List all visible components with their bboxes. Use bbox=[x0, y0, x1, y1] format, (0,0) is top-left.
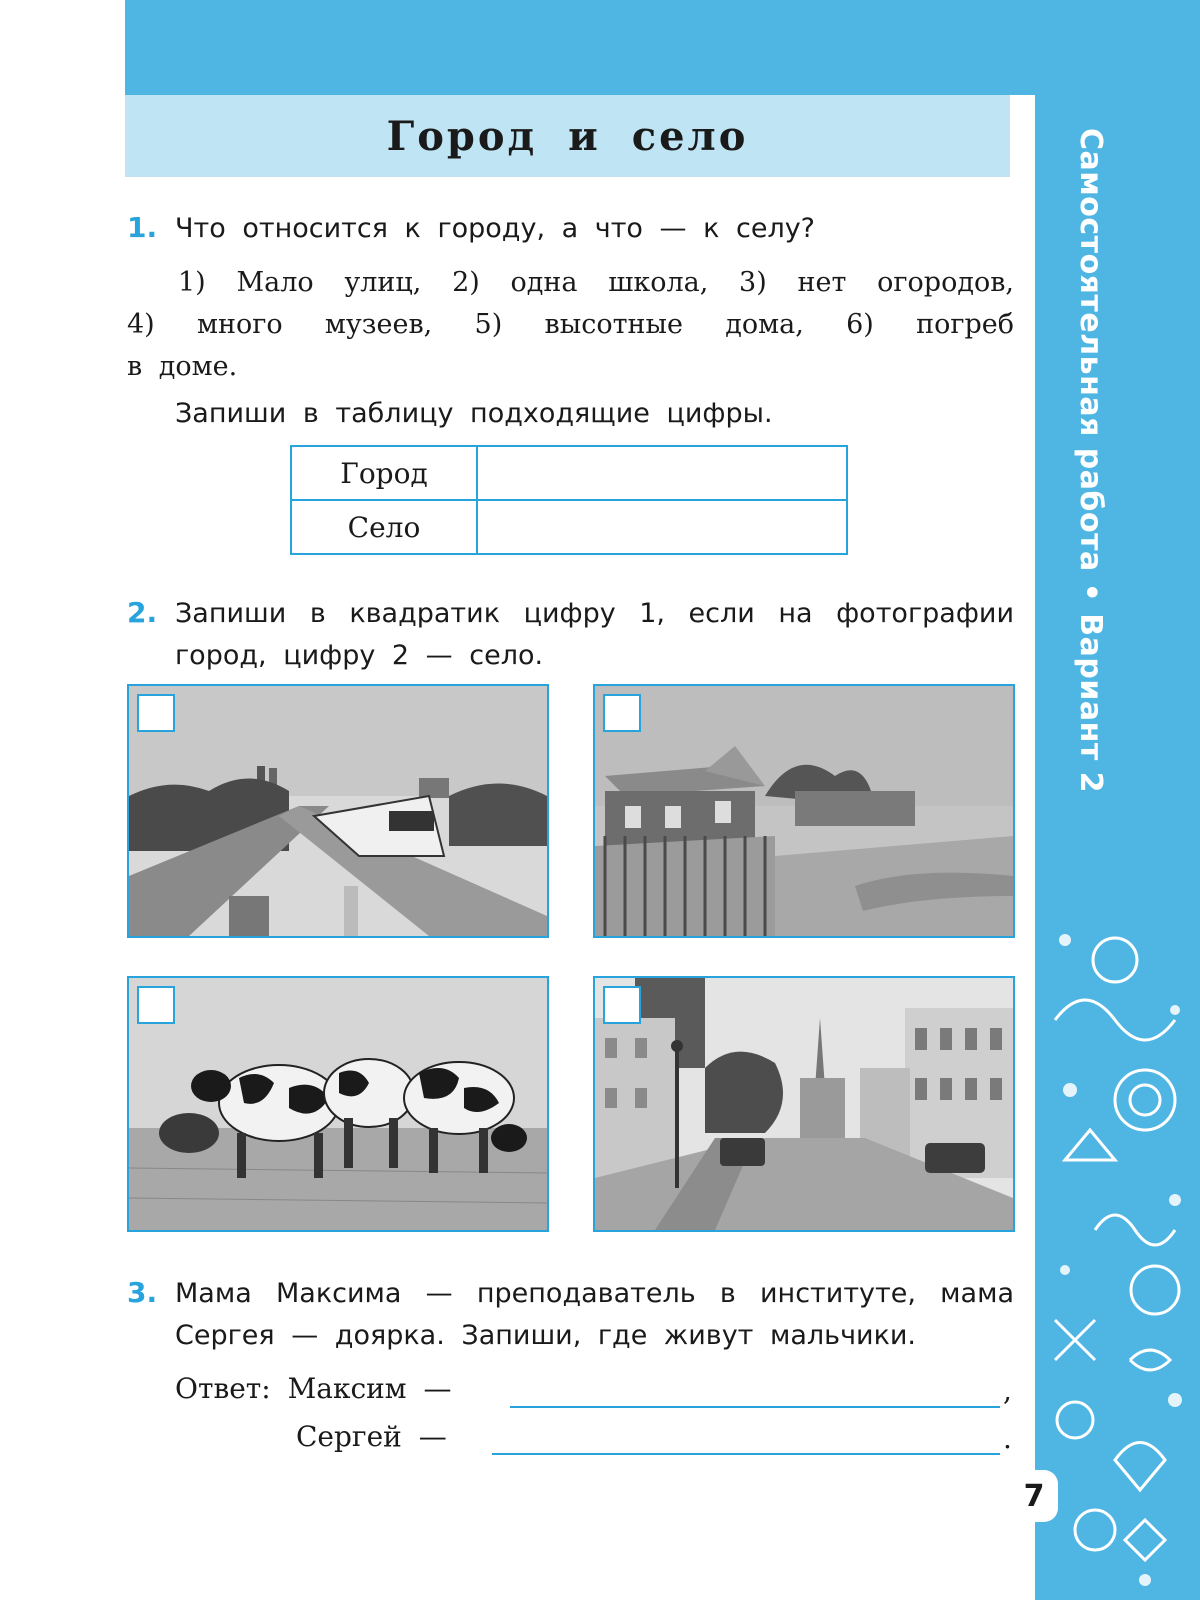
task2-text-line2: город, цифру 2 — село. bbox=[175, 640, 544, 671]
task1-options-line3: в доме. bbox=[127, 351, 238, 382]
answer-sergey-line[interactable] bbox=[492, 1453, 1000, 1455]
side-tab-label: Самостоятельная работа • Вариант 2 bbox=[1073, 128, 1108, 794]
task3-text-line2: Сергея — доярка. Запиши, где живут мальчики. bbox=[175, 1320, 917, 1351]
photo-village-house bbox=[593, 684, 1015, 938]
answer-table bbox=[290, 445, 848, 555]
answer-maxim-comma: , bbox=[1003, 1374, 1012, 1407]
page-title: Город и село bbox=[386, 112, 749, 160]
photo-cows-checkbox[interactable] bbox=[137, 986, 175, 1024]
task2-number: 2. bbox=[127, 596, 158, 629]
photo-monorail bbox=[127, 684, 549, 938]
side-tab bbox=[1048, 128, 1108, 918]
table-label-city: Город bbox=[291, 446, 477, 500]
photo-city-street bbox=[593, 976, 1015, 1232]
task1-number: 1. bbox=[127, 211, 158, 244]
decorative-doodles bbox=[1035, 900, 1200, 1600]
title-bar bbox=[125, 95, 1010, 177]
photo-cows bbox=[127, 976, 549, 1232]
task1-instruction: Запиши в таблицу подходящие цифры. bbox=[175, 398, 773, 429]
photo-village-house-checkbox[interactable] bbox=[603, 694, 641, 732]
answer-sergey-period: . bbox=[1003, 1422, 1012, 1455]
task1-options-line2: 4) много музеев, 5) высотные дома, 6) погреб bbox=[127, 309, 1014, 340]
photo-monorail-checkbox[interactable] bbox=[137, 694, 175, 732]
table-answer-city[interactable] bbox=[477, 446, 847, 500]
task1-options-line1: 1) Мало улиц, 2) одна школа, 3) нет огородов, bbox=[178, 267, 1014, 298]
top-color-band bbox=[125, 0, 1200, 95]
task1-question: Что относится к городу, а что — к селу? bbox=[175, 213, 816, 244]
photo-city-street-checkbox[interactable] bbox=[603, 986, 641, 1024]
task3-text-line1: Мама Максима — преподаватель в институте, мама bbox=[175, 1278, 1014, 1309]
table-label-village: Село bbox=[291, 500, 477, 554]
table-row bbox=[291, 446, 847, 500]
table-row bbox=[291, 500, 847, 554]
answer-maxim-line[interactable] bbox=[510, 1406, 1000, 1408]
task2-text-line1: Запиши в квадратик цифру 1, если на фотографии bbox=[175, 598, 1014, 629]
table-answer-village[interactable] bbox=[477, 500, 847, 554]
answer-sergey-label: Сергей — bbox=[296, 1420, 447, 1453]
answer-maxim-label: Ответ: Максим — bbox=[175, 1372, 452, 1405]
page-number: 7 bbox=[1010, 1470, 1058, 1522]
task3-number: 3. bbox=[127, 1276, 158, 1309]
